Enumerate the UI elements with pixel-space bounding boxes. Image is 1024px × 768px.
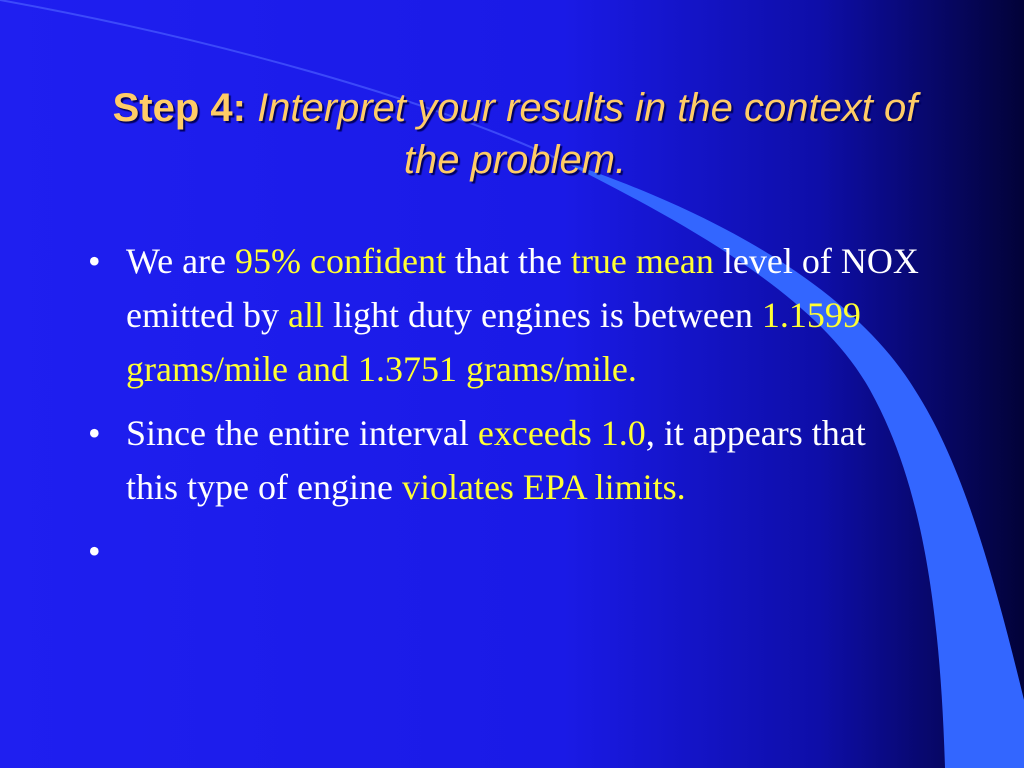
highlighted-text: 1.1599 grams/mile and 1.3751 grams/mile. [126,295,861,389]
highlighted-text: violates EPA limits. [401,467,686,507]
bullet-text: We are [126,241,236,281]
bullet-item [82,406,922,514]
bullet-text: Since the entire interval [126,413,478,453]
bullet-text: , it appears that this type of engine [126,413,866,507]
highlighted-text: all [287,295,324,335]
highlighted-text: 95% confident [235,241,446,281]
highlighted-text: exceeds 1.0 [477,413,646,453]
bullet-text: that the [445,241,571,281]
title-description: Interpret your results in the context of the problem. [257,86,918,182]
bullet-text: light duty engines is between [323,295,762,335]
bullet-text: level of NOX emitted by [126,241,919,335]
slide-title [90,82,940,186]
bullet-item [82,234,922,396]
bullet-marker: • [88,241,101,281]
highlighted-text: true mean [570,241,714,281]
bullet-marker: • [88,413,101,453]
bullet-list [82,234,922,571]
bullet-marker: • [88,531,101,571]
title-step: Step 4: [112,86,246,130]
